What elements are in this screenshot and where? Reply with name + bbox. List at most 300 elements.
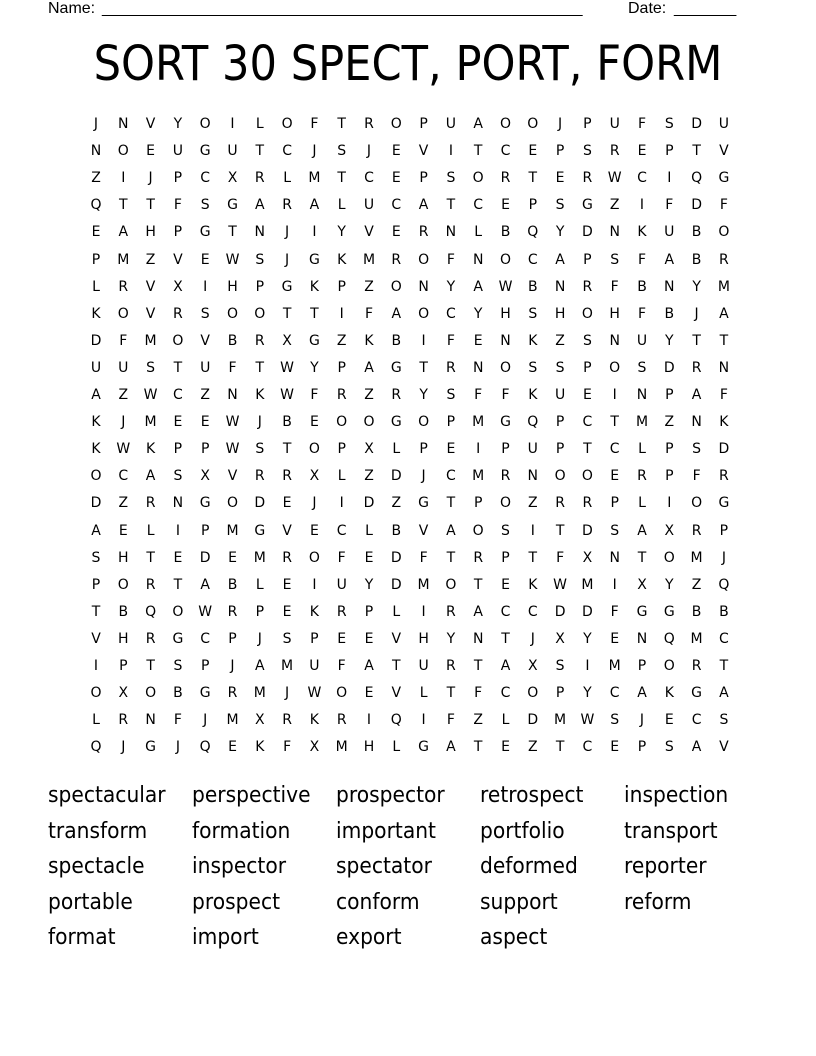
grid-letter: Y — [419, 387, 428, 403]
grid-letter: L — [392, 603, 401, 620]
grid-letter: J — [721, 549, 726, 566]
grid-letter: S — [610, 712, 620, 729]
grid-letter: O — [199, 116, 211, 132]
grid-letter: U — [718, 116, 730, 132]
grid-letter: O — [445, 576, 457, 593]
grid-letter: F — [474, 685, 483, 702]
grid-letter: D — [691, 116, 702, 132]
grid-letter: T — [446, 549, 456, 566]
grid-letter: F — [719, 387, 728, 403]
grid-letter: F — [310, 116, 319, 132]
grid-letter: E — [555, 170, 565, 187]
grid-letter: F — [637, 251, 647, 268]
grid-letter: F — [310, 387, 319, 403]
grid-letter: T — [146, 197, 155, 214]
grid-letter: E — [228, 549, 237, 566]
grid-letter: R — [282, 197, 292, 214]
grid-letter: P — [200, 441, 210, 458]
grid-letter: T — [555, 739, 565, 756]
grid-letter: B — [637, 278, 647, 295]
grid-letter: R — [118, 278, 129, 295]
grid-letter: P — [665, 143, 674, 160]
grid-letter: O — [308, 549, 320, 566]
grid-letter: P — [173, 441, 183, 458]
grid-letter: D — [527, 712, 539, 729]
grid-letter: R — [473, 549, 484, 566]
grid-letter: P — [555, 414, 565, 431]
grid-letter: R — [364, 116, 374, 132]
grid-letter: J — [257, 414, 262, 431]
grid-letter: T — [719, 658, 729, 674]
grid-letter: V — [719, 143, 729, 160]
grid-letter: Z — [528, 739, 538, 756]
grid-letter: A — [473, 116, 483, 132]
grid-letter: T — [146, 658, 155, 674]
grid-letter: C — [364, 170, 374, 187]
grid-letter: E — [528, 143, 538, 160]
grid-letter: V — [200, 332, 210, 349]
grid-letter: A — [118, 224, 129, 241]
grid-letter: M — [362, 251, 376, 268]
grid-letter: D — [663, 359, 675, 376]
grid-letter: Z — [200, 387, 210, 403]
grid-letter: X — [173, 278, 183, 295]
grid-letter: B — [719, 603, 729, 620]
grid-letter: U — [118, 359, 129, 376]
grid-letter: N — [472, 359, 484, 376]
grid-letter: B — [118, 603, 129, 620]
grid-letter: N — [718, 359, 730, 376]
grid-letter: Q — [145, 603, 157, 620]
grid-letter: F — [173, 712, 182, 729]
grid-letter: Z — [664, 414, 675, 431]
grid-letter: R — [173, 305, 183, 322]
grid-letter: N — [664, 278, 675, 295]
grid-letter: S — [200, 305, 210, 322]
grid-letter: I — [312, 576, 317, 593]
word-list-item: inspector — [192, 854, 287, 880]
grid-letter: P — [719, 522, 729, 539]
grid-letter: R — [582, 495, 593, 512]
grid-letter: J — [285, 251, 290, 268]
grid-letter: N — [445, 224, 457, 241]
grid-letter: E — [610, 739, 620, 756]
grid-letter: R — [227, 685, 238, 702]
grid-letter: P — [446, 414, 456, 431]
word-list-item: transport — [624, 818, 718, 844]
grid-letter: P — [665, 441, 674, 458]
grid-letter: C — [500, 143, 511, 160]
grid-letter: G — [227, 197, 238, 214]
grid-letter: W — [307, 685, 322, 702]
grid-letter: I — [667, 170, 672, 187]
grid-letter: P — [555, 143, 565, 160]
grid-letter: H — [363, 739, 375, 756]
grid-letter: X — [364, 441, 374, 458]
grid-letter: W — [225, 251, 240, 268]
grid-letter: W — [580, 712, 595, 729]
word-list-item: spectacular — [48, 783, 166, 808]
grid-letter: R — [691, 658, 702, 674]
grid-letter: S — [91, 549, 101, 566]
grid-letter: C — [173, 387, 183, 403]
grid-letter: K — [364, 332, 374, 349]
grid-letter: P — [637, 739, 647, 756]
grid-letter: Q — [199, 739, 211, 756]
grid-letter: T — [555, 522, 565, 539]
grid-letter: N — [227, 387, 238, 403]
grid-letter: S — [528, 305, 538, 322]
grid-letter: E — [391, 143, 401, 160]
grid-letter: B — [691, 224, 702, 241]
grid-letter: X — [528, 658, 538, 674]
grid-letter: G — [172, 630, 184, 647]
grid-letter: K — [91, 414, 101, 431]
grid-letter: G — [199, 143, 211, 160]
grid-letter: X — [555, 630, 565, 647]
grid-letter: C — [527, 603, 538, 620]
grid-letter: J — [312, 143, 317, 160]
grid-letter: G — [581, 197, 593, 214]
grid-letter: I — [448, 143, 453, 160]
grid-letter: P — [91, 251, 101, 268]
grid-letter: I — [312, 224, 317, 241]
grid-letter: P — [173, 170, 183, 187]
grid-letter: V — [173, 251, 183, 268]
grid-letter: J — [312, 495, 317, 512]
grid-letter: J — [121, 414, 126, 431]
grid-letter: J — [148, 170, 153, 187]
grid-letter: G — [390, 359, 402, 376]
grid-letter: X — [582, 549, 593, 566]
grid-letter: O — [663, 658, 675, 674]
grid-letter: T — [528, 549, 538, 566]
grid-letter: B — [500, 224, 511, 241]
grid-letter: L — [392, 739, 401, 756]
grid-letter: F — [692, 468, 701, 485]
name-label: Name: — [48, 0, 96, 17]
grid-letter: F — [637, 305, 647, 322]
grid-letter: G — [308, 251, 320, 268]
grid-letter: C — [609, 685, 620, 702]
grid-letter: S — [664, 739, 674, 756]
grid-letter: E — [610, 468, 620, 485]
grid-letter: F — [610, 278, 619, 295]
grid-letter: R — [254, 170, 265, 187]
grid-letter: W — [225, 414, 240, 431]
grid-letter: P — [337, 278, 346, 295]
grid-letter: P — [173, 224, 183, 241]
grid-letter: R — [282, 712, 292, 729]
grid-letter: B — [691, 603, 702, 620]
grid-letter: K — [309, 603, 319, 620]
grid-letter: M — [117, 251, 130, 268]
grid-letter: V — [364, 224, 374, 241]
grid-letter: R — [336, 387, 347, 403]
grid-letter: S — [200, 197, 210, 214]
grid-letter: Z — [336, 332, 347, 349]
grid-letter: R — [145, 576, 156, 593]
grid-letter: F — [446, 251, 455, 268]
grid-letter: O — [90, 468, 102, 485]
grid-letter: T — [173, 576, 183, 593]
grid-letter: D — [582, 522, 593, 539]
grid-letter: R — [336, 712, 347, 729]
grid-letter: W — [116, 441, 131, 458]
grid-letter: P — [665, 468, 674, 485]
grid-letter: T — [719, 332, 729, 349]
grid-letter: G — [718, 495, 730, 512]
word-list-item: formation — [192, 818, 291, 844]
grid-letter: P — [555, 685, 565, 702]
grid-letter: H — [554, 305, 566, 322]
grid-letter: L — [419, 685, 428, 702]
grid-letter: M — [226, 522, 239, 539]
grid-letter: F — [665, 197, 674, 214]
grid-letter: S — [555, 197, 565, 214]
grid-letter: O — [226, 495, 239, 512]
grid-letter: H — [418, 630, 429, 647]
grid-letter: K — [146, 441, 156, 458]
grid-letter: S — [337, 143, 347, 160]
grid-letter: E — [637, 143, 647, 160]
grid-letter: Y — [173, 116, 183, 132]
grid-letter: P — [501, 549, 510, 566]
grid-letter: T — [282, 441, 292, 458]
grid-letter: T — [501, 630, 510, 647]
grid-letter: O — [499, 359, 512, 376]
grid-letter: S — [610, 522, 620, 539]
grid-letter: S — [173, 468, 183, 485]
grid-letter: A — [200, 576, 210, 593]
grid-letter: A — [91, 387, 101, 403]
grid-letter: Y — [446, 630, 456, 647]
grid-letter: O — [527, 685, 539, 702]
grid-letter: H — [500, 305, 511, 322]
grid-letter: F — [419, 549, 428, 566]
word-list-item: export — [336, 925, 402, 951]
grid-letter: M — [472, 414, 485, 431]
grid-letter: E — [282, 576, 292, 593]
grid-letter: P — [337, 359, 346, 376]
grid-letter: J — [93, 116, 99, 132]
grid-letter: X — [200, 468, 210, 485]
grid-letter: S — [637, 359, 647, 376]
grid-letter: W — [143, 387, 158, 403]
grid-letter: C — [200, 170, 211, 187]
grid-letter: I — [121, 170, 126, 187]
grid-letter: R — [227, 603, 238, 620]
grid-letter: M — [608, 658, 621, 674]
grid-letter: A — [418, 197, 429, 214]
grid-letter: G — [418, 495, 430, 512]
grid-letter: Z — [91, 170, 101, 187]
grid-letter: O — [499, 116, 512, 132]
grid-letter: R — [719, 251, 729, 268]
grid-letter: Y — [446, 278, 456, 295]
word-list-item: important — [336, 818, 437, 844]
grid-letter: G — [691, 685, 703, 702]
grid-letter: F — [337, 549, 346, 566]
grid-letter: T — [255, 143, 265, 160]
grid-letter: O — [363, 414, 375, 431]
grid-letter: U — [418, 658, 429, 674]
grid-letter: O — [691, 495, 703, 512]
grid-letter: T — [228, 224, 237, 241]
grid-letter: N — [527, 468, 539, 485]
grid-letter: M — [144, 332, 157, 349]
grid-letter: A — [91, 522, 101, 539]
grid-letter: M — [554, 712, 567, 729]
grid-letter: C — [282, 143, 292, 160]
grid-letter: T — [528, 170, 538, 187]
grid-letter: P — [419, 441, 428, 458]
grid-letter: N — [254, 224, 266, 241]
grid-letter: W — [198, 603, 213, 620]
grid-letter: V — [145, 278, 156, 295]
grid-letter: T — [446, 197, 456, 214]
grid-letter: I — [421, 332, 426, 349]
grid-letter: E — [364, 630, 374, 647]
grid-letter: T — [692, 332, 701, 349]
grid-letter: F — [283, 739, 292, 756]
grid-letter: Z — [118, 495, 129, 512]
grid-letter: L — [283, 170, 291, 187]
grid-letter: E — [173, 549, 183, 566]
grid-letter: C — [691, 712, 702, 729]
grid-letter: J — [203, 712, 208, 729]
grid-letter: B — [527, 278, 538, 295]
grid-letter: U — [554, 387, 566, 403]
grid-letter: F — [719, 197, 728, 214]
grid-letter: S — [146, 359, 156, 376]
grid-letter: A — [555, 251, 565, 268]
grid-letter: G — [418, 739, 430, 756]
grid-letter: F — [364, 305, 374, 322]
grid-letter: N — [636, 630, 648, 647]
word-list-item: import — [192, 925, 259, 951]
grid-letter: E — [91, 224, 101, 241]
grid-letter: N — [636, 387, 648, 403]
grid-letter: O — [609, 359, 621, 376]
grid-letter: T — [583, 441, 592, 458]
grid-letter: C — [118, 468, 129, 485]
grid-letter: U — [363, 197, 375, 214]
grid-letter: R — [609, 143, 620, 160]
grid-letter: H — [227, 278, 238, 295]
grid-letter: S — [555, 359, 565, 376]
grid-letter: L — [337, 197, 346, 214]
grid-letter: L — [365, 522, 373, 539]
grid-letter: U — [90, 359, 102, 376]
grid-letter: K — [309, 712, 319, 729]
grid-letter: T — [310, 305, 319, 322]
grid-letter: U — [609, 116, 620, 132]
word-list-item: perspective — [192, 783, 311, 808]
grid-letter: X — [282, 332, 292, 349]
grid-letter: X — [118, 685, 129, 702]
word-list-item: inspection — [624, 783, 729, 808]
grid-letter: C — [336, 522, 347, 539]
grid-letter: S — [282, 630, 292, 647]
grid-letter: E — [391, 224, 401, 241]
grid-letter: B — [173, 685, 183, 702]
grid-letter: D — [691, 197, 702, 214]
grid-letter: R — [282, 549, 292, 566]
grid-letter: A — [500, 658, 511, 674]
grid-letter: I — [339, 305, 344, 322]
grid-letter: C — [391, 197, 402, 214]
grid-letter: P — [583, 251, 592, 268]
grid-letter: K — [337, 251, 347, 268]
grid-letter: I — [339, 495, 344, 512]
grid-letter: M — [281, 658, 294, 674]
grid-letter: P — [501, 441, 510, 458]
word-list-item: portfolio — [480, 818, 565, 844]
grid-letter: C — [500, 685, 511, 702]
grid-letter: Q — [527, 224, 539, 241]
grid-letter: F — [501, 387, 510, 403]
grid-letter: I — [421, 712, 426, 729]
grid-letter: K — [528, 576, 538, 593]
grid-letter: D — [718, 441, 730, 458]
grid-letter: R — [282, 468, 292, 485]
grid-letter: D — [90, 495, 102, 512]
grid-letter: D — [90, 332, 102, 349]
grid-letter: S — [255, 251, 265, 268]
grid-letter: O — [472, 522, 484, 539]
grid-letter: L — [255, 576, 264, 593]
grid-letter: X — [255, 712, 265, 729]
grid-letter: S — [664, 116, 674, 132]
grid-letter: Y — [473, 305, 483, 322]
grid-letter: A — [446, 739, 456, 756]
grid-letter: E — [228, 739, 237, 756]
grid-letter: U — [336, 576, 347, 593]
grid-letter: U — [664, 224, 675, 241]
grid-letter: E — [364, 549, 374, 566]
grid-letter: S — [582, 332, 592, 349]
grid-letter: C — [446, 468, 456, 485]
grid-letter: T — [282, 305, 292, 322]
grid-letter: I — [612, 387, 617, 403]
grid-letter: P — [119, 658, 128, 674]
grid-letter: P — [364, 603, 374, 620]
grid-letter: E — [501, 739, 510, 756]
grid-letter: E — [309, 522, 319, 539]
word-list-item: portable — [48, 889, 133, 915]
grid-letter: Z — [118, 387, 129, 403]
grid-letter: P — [665, 387, 674, 403]
grid-letter: X — [309, 739, 320, 756]
name-blank: ______________________________________________________ — [102, 0, 583, 17]
grid-letter: V — [418, 522, 429, 539]
grid-letter: O — [418, 251, 430, 268]
grid-letter: A — [719, 305, 729, 322]
grid-letter: U — [309, 658, 320, 674]
grid-letter: I — [421, 603, 426, 620]
grid-letter: A — [719, 685, 729, 702]
grid-letter: U — [445, 116, 457, 132]
grid-letter: P — [419, 116, 428, 132]
grid-letter: J — [530, 630, 535, 647]
grid-letter: Q — [663, 630, 675, 647]
grid-letter: C — [609, 441, 620, 458]
grid-letter: C — [500, 603, 511, 620]
grid-letter: R — [446, 658, 456, 674]
grid-letter: B — [282, 414, 292, 431]
grid-letter: S — [528, 359, 538, 376]
